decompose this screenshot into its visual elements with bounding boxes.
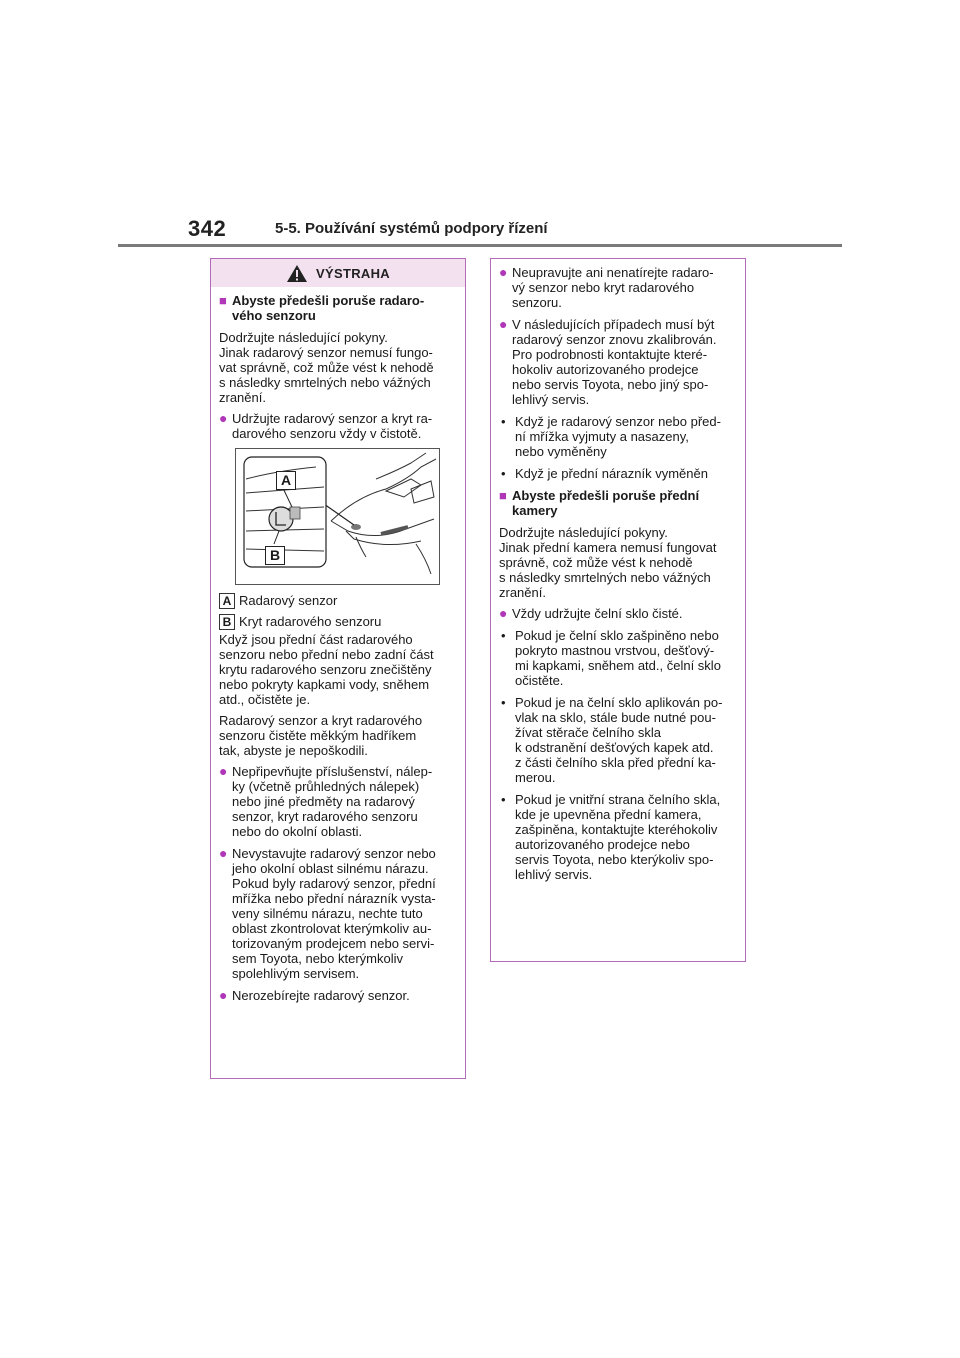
intro-text: Dodržujte následující pokyny. Jinak přední kamera nemusí fungovat správně, což může vést k nehodě s následky smrtelných nebo vážných zranění. [499, 525, 717, 600]
small-bullet-icon: • [501, 792, 506, 807]
circle-bullet-icon: ● [499, 316, 508, 332]
intro-text: Dodržujte následující pokyny. Jinak radarový senzor nemusí fungo- vat správně, což může vést k nehodě s následky smrtelných nebo vážných zranění. [219, 330, 434, 405]
legend-a-letter: A [219, 593, 235, 609]
small-bullet-icon: • [501, 466, 506, 481]
square-bullet-icon: ■ [219, 293, 227, 308]
square-bullet-icon: ■ [499, 488, 507, 503]
sub-list-item: • Pokud je na čelní sklo aplikován po- vlak na sklo, stále bude nutné pou- žívat stěrače čelního skla k odstranění dešťových kapek atd. z části čelního skla před přední ka- merou. [501, 695, 723, 785]
callout-a-label: A [276, 471, 296, 490]
sub-list-item: • Pokud je čelní sklo zašpiněno nebo pokryto mastnou vrstvou, dešťový- mi kapkami, sněhem atd., čelní sklo očistěte. [501, 628, 721, 688]
list-item: ● Nevystavujte radarový senzor nebo jeho okolní oblast silnému nárazu. Pokud byly radarový senzor, přední mřížka nebo přední nárazník vysta- veny silnému nárazu, nechte tuto oblast zkontrolovat kterýmkoliv au- torizovaným prodejcem nebo servi- sem Toyota, nebo kterýmkoliv spolehlivým servisem. [219, 845, 436, 981]
circle-bullet-icon: ● [499, 264, 508, 280]
page-number: 342 [188, 216, 227, 241]
subheading: ■ Abyste předešli poruše přední kamery [499, 488, 700, 518]
warning-triangle-icon [286, 264, 308, 283]
legend-a: A Radarový senzor [219, 593, 459, 609]
small-bullet-icon: • [501, 628, 506, 643]
legend-b: B Kryt radarového senzoru [219, 614, 459, 630]
header-rule [118, 244, 842, 247]
warning-title: VÝSTRAHA [316, 265, 390, 281]
list-item: ● V následujících případech musí být radarový senzor znovu zkalibrován. Pro podrobnosti kontaktujte které- hokoliv autorizovaného prodejce nebo servis Toyota, nebo jiný spo- lehlivý servis. [499, 316, 717, 407]
circle-bullet-icon: ● [219, 410, 228, 426]
section-title: 5-5. Používání systémů podpory řízení [275, 220, 548, 237]
sub-list-item: • Když je radarový senzor nebo před- ní mřížka vyjmuty a nasazeny, nebo vyměněny [501, 414, 721, 459]
list-item: ● Nepřipevňujte příslušenství, nálep- ky (včetně průhledných nálepek) nebo jiné předměty na radarový senzor, kryt radarového senzoru nebo do okolní oblasti. [219, 763, 433, 839]
warning-box-left [210, 258, 466, 1079]
circle-bullet-icon: ● [499, 605, 508, 621]
small-bullet-icon: • [501, 695, 506, 710]
list-item: ● Nerozebírejte radarový senzor. [219, 987, 410, 1003]
warning-box-right [490, 258, 746, 962]
callout-b-label: B [265, 546, 285, 565]
legend-b-letter: B [219, 614, 235, 630]
list-item: ● Udržujte radarový senzor a kryt ra- darového senzoru vždy v čistotě. [219, 410, 433, 441]
circle-bullet-icon: ● [219, 987, 228, 1003]
paragraph: Když jsou přední část radarového senzoru nebo přední nebo zadní část krytu radarového senzoru znečištěny nebo pokryty kapkami vody, sněhem atd., očistěte je. [219, 632, 434, 707]
small-bullet-icon: • [501, 414, 506, 429]
radar-sensor-figure [235, 448, 440, 585]
subheading: ■ Abyste předešli poruše radaro- vého senzoru [219, 293, 425, 323]
circle-bullet-icon: ● [219, 763, 228, 779]
sub-list-item: • Pokud je vnitřní strana čelního skla, kde je upevněna přední kamera, zašpiněna, kontaktujte kteréhokoliv autorizovaného prodejce nebo servis Toyota, nebo kterýkoliv spo- lehlivý servis. [501, 792, 721, 882]
warning-header [211, 259, 465, 287]
paragraph: Radarový senzor a kryt radarového senzoru čistěte měkkým hadříkem tak, abyste je nepoškodili. [219, 713, 423, 758]
page-header [180, 216, 800, 242]
list-item: ● Vždy udržujte čelní sklo čisté. [499, 605, 683, 621]
list-item: ● Neupravujte ani nenatírejte radaro- vý senzor nebo kryt radarového senzoru. [499, 264, 714, 310]
sub-list-item: • Když je přední nárazník vyměněn [501, 466, 708, 481]
circle-bullet-icon: ● [219, 845, 228, 861]
